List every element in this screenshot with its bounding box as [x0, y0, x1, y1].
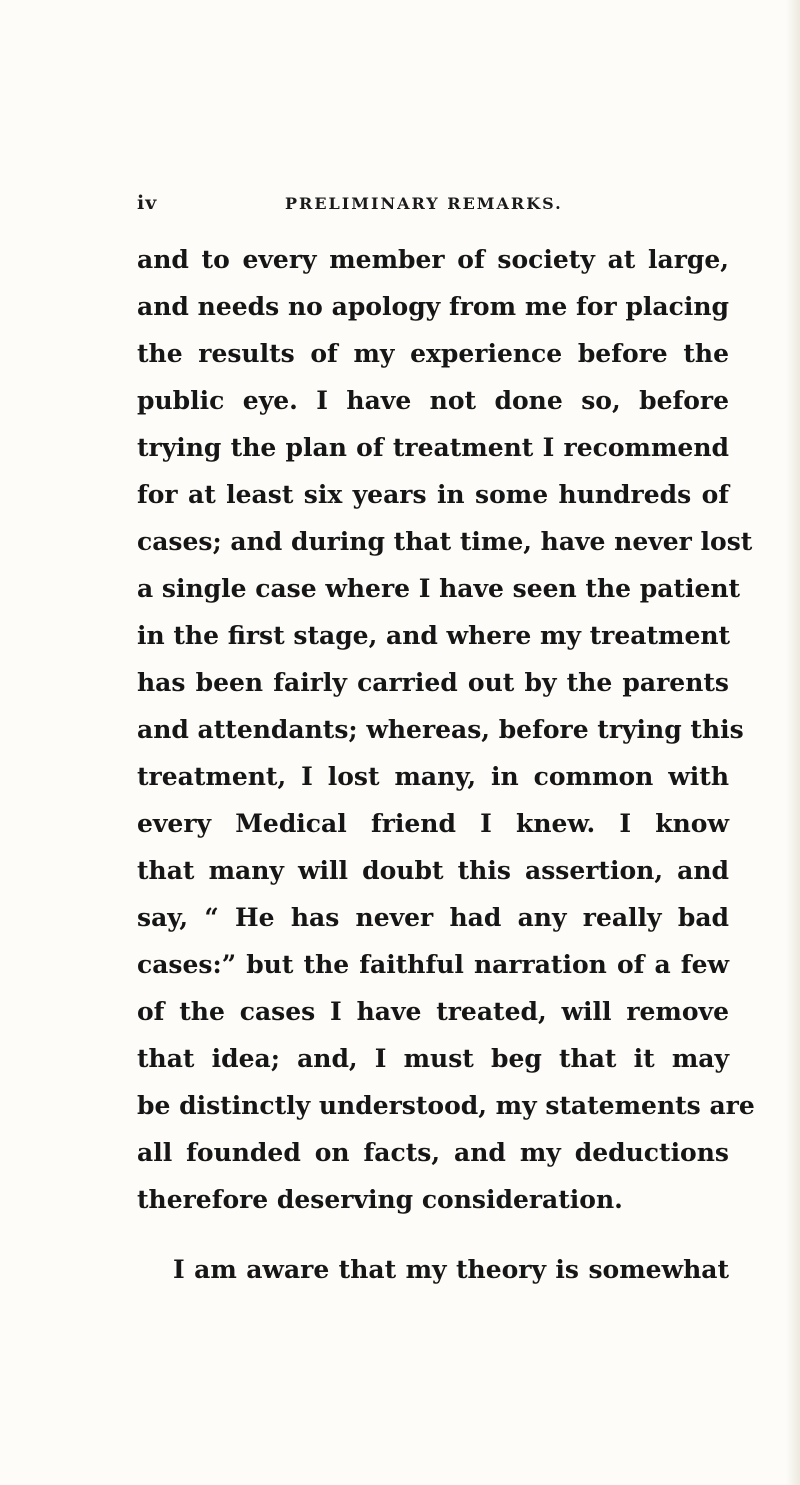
text-line: in the first stage, and where my treatment: [137, 621, 731, 650]
text-line: say, “ He has never had any really bad: [137, 903, 729, 932]
text-line: cases:” but the faithful narration of a few: [137, 950, 729, 979]
text-line: and attendants; whereas, before trying this: [137, 715, 744, 744]
text-line-last: therefore deserving consideration.: [137, 1185, 623, 1214]
text-line: has been fairly carried out by the parents: [137, 668, 729, 697]
text-line: that idea; and, I must beg that it may: [137, 1044, 729, 1073]
page-number: iv: [137, 192, 158, 214]
page-edge-shadow: [786, 0, 800, 1485]
text-line: that many will doubt this assertion, and: [137, 856, 729, 885]
text-line: trying the plan of treatment I recommend: [137, 433, 729, 462]
text-line: of the cases I have treated, will remove: [137, 997, 729, 1026]
text-line: a single case where I have seen the patient: [137, 574, 741, 603]
text-line: be distinctly understood, my statements are: [137, 1091, 755, 1120]
text-line: treatment, I lost many, in common with: [137, 762, 729, 791]
text-line: the results of my experience before the: [137, 339, 729, 368]
running-head: PRELIMINARY REMARKS.: [285, 194, 563, 213]
text-line: and to every member of society at large,: [137, 245, 729, 274]
text-line: public eye. I have not done so, before: [137, 386, 729, 415]
text-line: cases; and during that time, have never lost: [137, 527, 753, 556]
paragraph-opening-line: I am aware that my theory is somewhat: [173, 1255, 729, 1284]
text-line: for at least six years in some hundreds of: [137, 480, 729, 509]
text-line: every Medical friend I knew. I know: [137, 809, 729, 838]
text-line: all founded on facts, and my deductions: [137, 1138, 729, 1167]
text-line: and needs no apology from me for placing: [137, 292, 729, 321]
